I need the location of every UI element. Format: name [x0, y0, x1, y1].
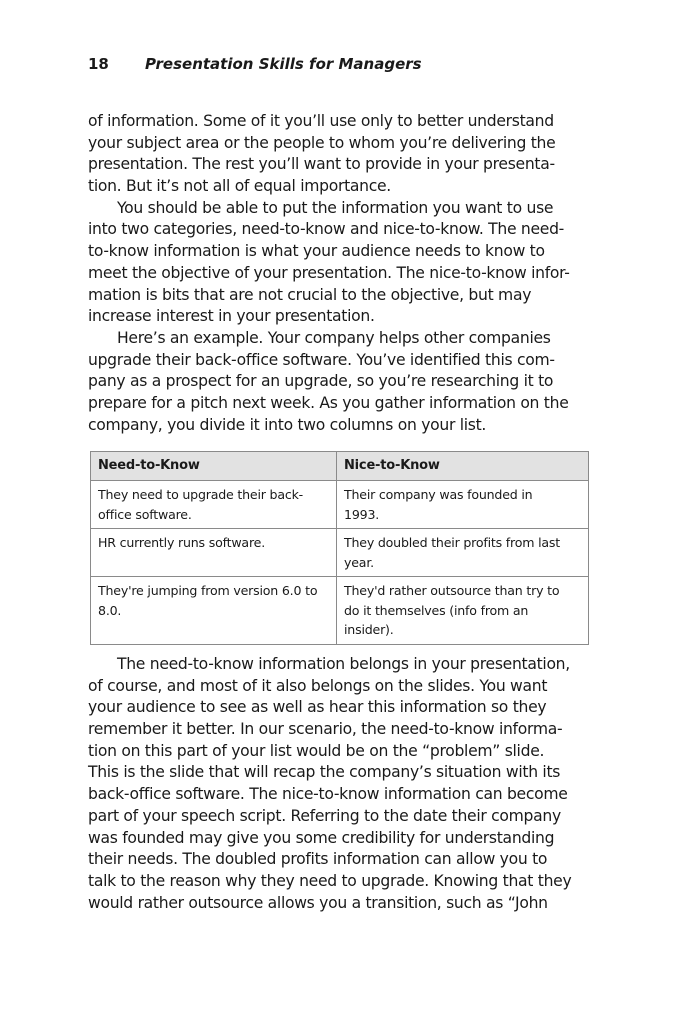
- cell-text-line: office software.: [98, 506, 192, 522]
- cell-text-line: They're jumping from version 6.0 to: [98, 583, 318, 598]
- text-line: pany as a prospect for an upgrade, so you’re researching it to: [88, 372, 554, 391]
- table-row: [91, 577, 589, 645]
- book-title: Presentation Skills for Managers: [145, 55, 422, 73]
- cell-text-line: do it themselves (info from an: [344, 602, 529, 618]
- text-line: their needs. The doubled profits information can allow you to: [88, 850, 548, 869]
- cell-text-line: Their company was founded in: [344, 487, 533, 502]
- column-header-nice-to-know: Nice-to-Know: [337, 452, 589, 481]
- text-line: tion on this part of your list would be on the “problem” slide.: [88, 741, 545, 760]
- nice-to-know-cell: [337, 529, 589, 577]
- text-line: You should be able to put the information you want to use: [117, 198, 554, 217]
- need-to-know-cell: [91, 577, 337, 645]
- text-line: was founded may give you some credibility for understanding: [88, 828, 555, 847]
- text-line: Here’s an example. Your company helps other companies: [117, 328, 551, 347]
- text-line: tion. But it’s not all of equal importance.: [88, 177, 391, 196]
- cell-text-line: They need to upgrade their back-: [98, 487, 304, 502]
- text-line: to-know information is what your audience needs to know to: [88, 242, 545, 261]
- body-text-top: [88, 111, 570, 436]
- table-row: [91, 529, 589, 577]
- need-to-know-cell: [91, 481, 337, 529]
- text-line: mation is bits that are not crucial to the objective, but may: [88, 285, 532, 304]
- text-line: into two categories, need-to-know and nice-to-know. The need-: [88, 220, 564, 239]
- body-text-bottom: [88, 654, 571, 914]
- text-line: of course, and most of it also belongs on the slides. You want: [88, 676, 548, 695]
- cell-text-line: year.: [344, 554, 374, 570]
- nice-to-know-cell: [337, 577, 589, 645]
- cell-text-line: They doubled their profits from last: [344, 535, 561, 550]
- text-line: your audience to see as well as hear this information so they: [88, 698, 547, 717]
- text-line: company, you divide it into two columns on your list.: [88, 415, 487, 434]
- running-head: [88, 53, 598, 75]
- column-header-need-to-know: Need-to-Know: [91, 452, 337, 481]
- need-to-know-cell: [91, 529, 337, 577]
- nice-to-know-cell: [337, 481, 589, 529]
- text-line: of information. Some of it you’ll use only to better understand: [88, 112, 554, 130]
- text-line: meet the objective of your presentation. The nice-to-know infor-: [88, 263, 570, 282]
- text-line: would rather outsource allows you a transition, such as “John: [88, 893, 548, 912]
- need-vs-nice-table: [90, 451, 589, 645]
- table-header-row: [91, 452, 589, 481]
- text-line: part of your speech script. Referring to the date their company: [88, 806, 561, 825]
- text-line: back-office software. The nice-to-know information can become: [88, 785, 568, 804]
- cell-text-line: HR currently runs software.: [98, 535, 266, 550]
- text-line: upgrade their back-office software. You’ve identified this com-: [88, 350, 555, 369]
- table-row: [91, 481, 589, 529]
- page-number: 18: [88, 55, 109, 73]
- text-line: increase interest in your presentation.: [88, 307, 375, 326]
- text-line: prepare for a pitch next week. As you gather information on the: [88, 393, 569, 412]
- text-line: This is the slide that will recap the company’s situation with its: [88, 763, 561, 782]
- text-line: talk to the reason why they need to upgrade. Knowing that they: [88, 871, 572, 890]
- cell-text-line: insider).: [344, 622, 394, 637]
- cell-text-line: 1993.: [344, 506, 380, 522]
- text-line: The need-to-know information belongs in your presentation,: [117, 655, 570, 673]
- text-line: presentation. The rest you’ll want to provide in your presenta-: [88, 155, 555, 174]
- cell-text-line: They'd rather outsource than try to: [344, 583, 560, 598]
- text-line: your subject area or the people to whom you’re delivering the: [88, 133, 556, 152]
- cell-text-line: 8.0.: [98, 602, 122, 618]
- text-line: remember it better. In our scenario, the need-to-know informa-: [88, 720, 563, 739]
